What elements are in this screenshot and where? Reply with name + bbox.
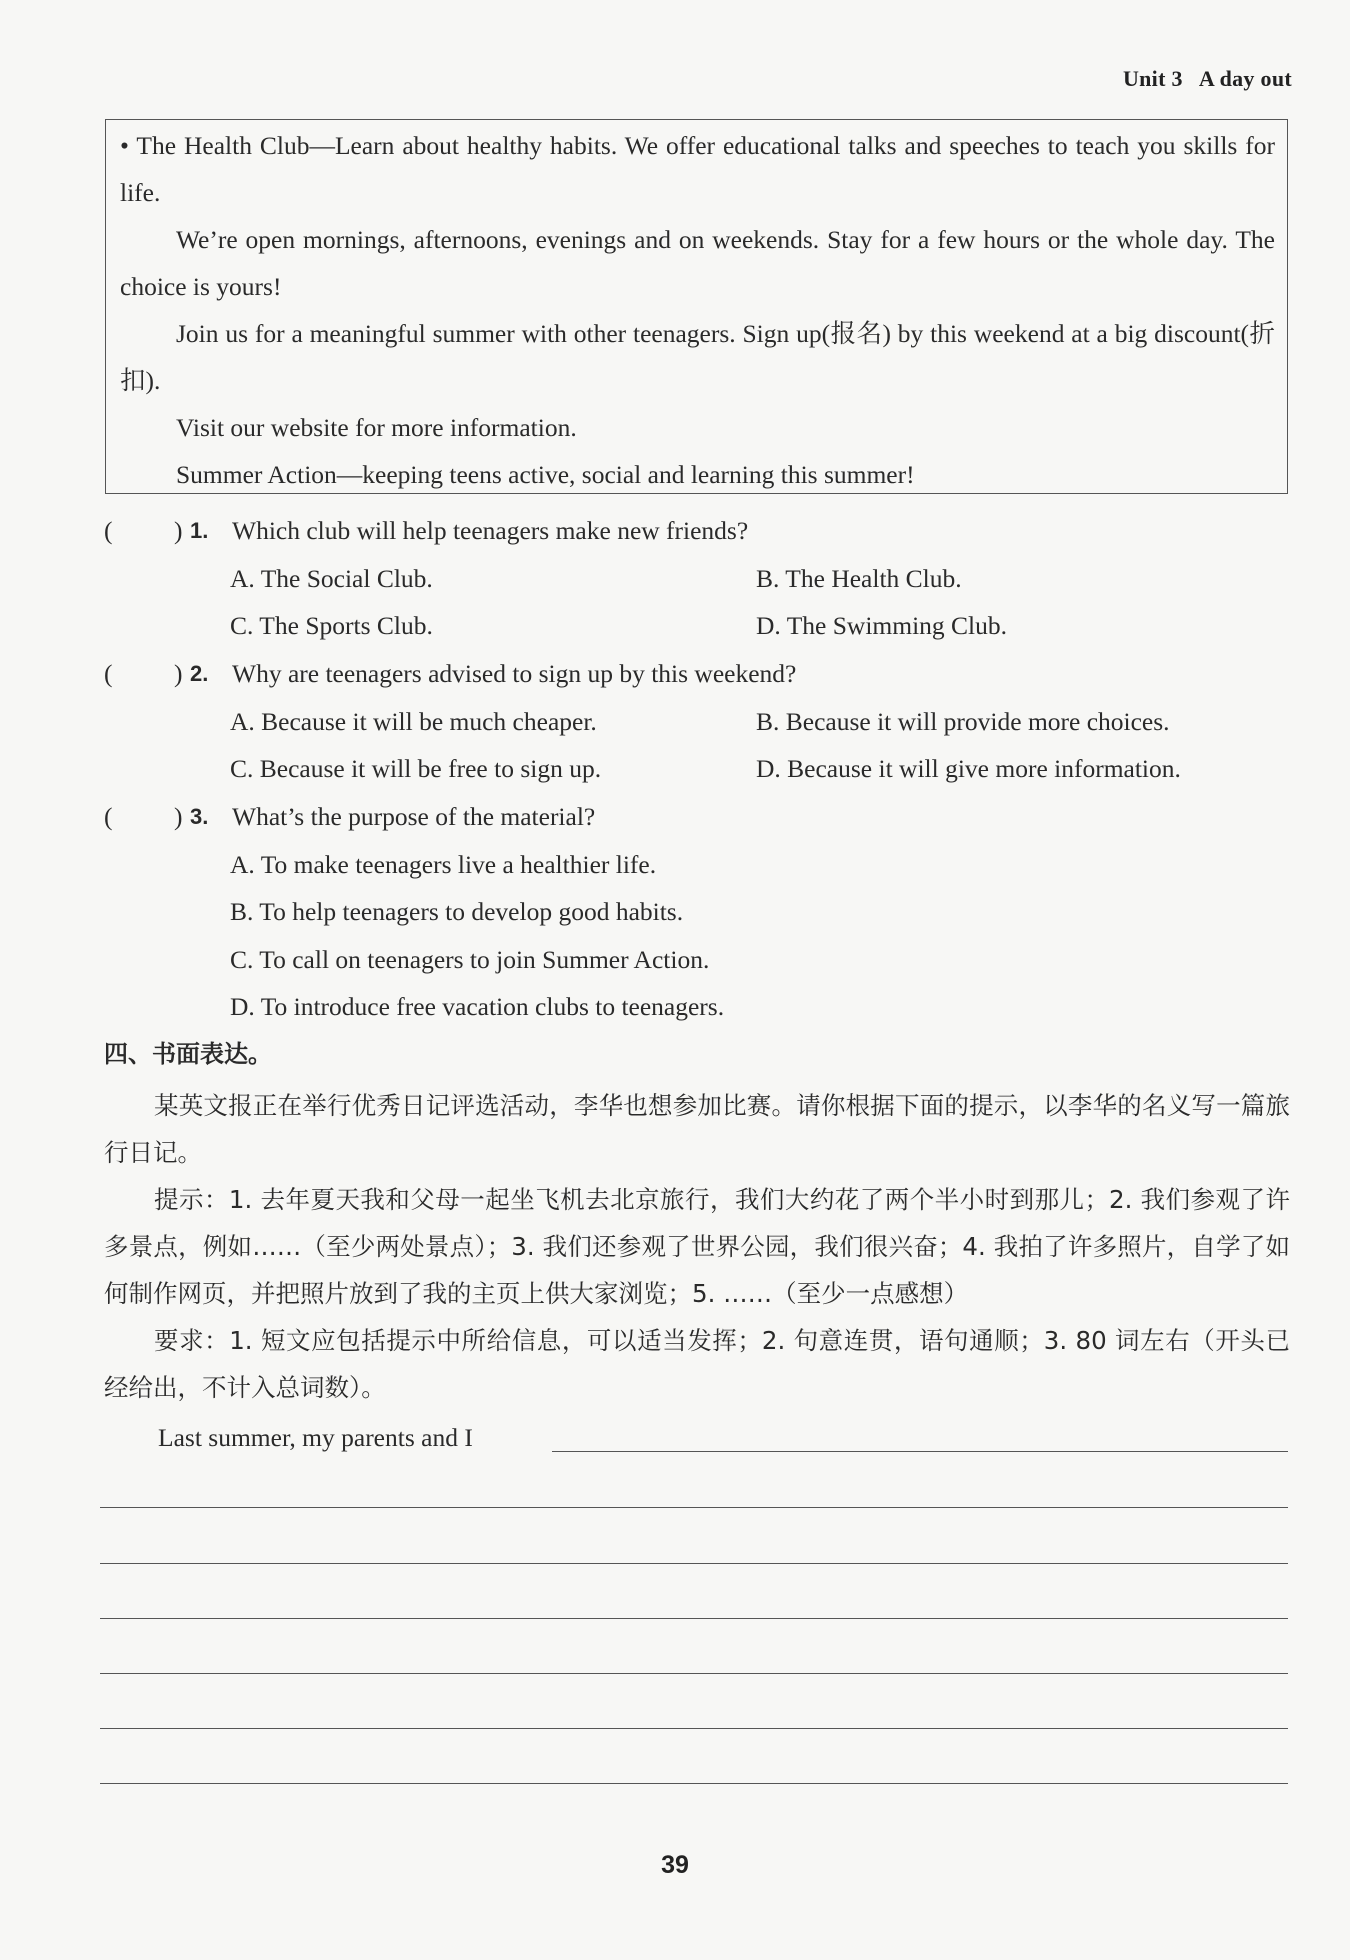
writing-line[interactable] [100,1563,1288,1564]
page-header [1123,66,1292,92]
writing-line[interactable] [100,1673,1288,1674]
option-b: B. The Health Club. [756,563,962,593]
writing-instructions [104,1082,1290,1411]
passage-paragraph: Visit our website for more information. [176,413,577,442]
writing-intro: 某英文报正在举行优秀日记评选活动，李华也想参加比赛。请你根据下面的提示，以李华的名义写一篇旅行日记。 [104,1091,1290,1167]
option-d: D. To introduce free vacation clubs to teenagers. [230,992,725,1021]
passage-paragraph: • The Health Club—Learn about healthy habits. We offer educational talks and speeches to teach you skills for life. [120,131,1275,207]
option-c: C. The Sports Club. [230,611,433,640]
passage-paragraph: We’re open mornings, afternoons, evenings and on weekends. Stay for a few hours or the whole day. The choice is yours! [120,225,1275,301]
option-d: D. Because it will give more information. [756,754,1181,783]
writing-line[interactable] [100,1618,1288,1619]
option-c: C. Because it will be free to sign up. [230,754,602,783]
writing-line[interactable] [552,1451,1288,1452]
page-number: 39 [661,1851,689,1879]
answer-paren-open: ( [104,659,113,688]
question-text: Why are teenagers advised to sign up by this weekend? [232,659,797,688]
writing-line[interactable] [100,1507,1288,1508]
writing-line[interactable] [100,1728,1288,1729]
writing-hints: 提示：1. 去年夏天我和父母一起坐飞机去北京旅行，我们大约花了两个半小时到那儿；2. 我们参观了许多景点，例如……（至少两处景点）；3. 我们还参观了世界公园，我们很兴奋；4. 我拍了许多照片，自学了如何制作网页，并把照片放到了我的主页上供大家浏览；5. ……（至少一点感想） [104,1185,1290,1308]
question-stem [104,507,1294,555]
question-stem [104,650,1294,698]
option-a: A. To make teenagers live a healthier life. [230,849,657,879]
answer-paren-close: ) [174,659,183,688]
answer-paren-close: ) [174,516,183,545]
question-2 [104,650,1294,793]
writing-requirements: 要求：1. 短文应包括提示中所给信息，可以适当发挥；2. 句意连贯，语句通顺；3. 80 词左右（开头已经给出，不计入总词数）。 [104,1326,1290,1402]
reading-passage-box [105,119,1288,494]
answer-paren-open: ( [104,516,113,545]
option-a: A. The Social Club. [230,563,433,593]
question-number: 2. [190,661,209,686]
passage-paragraph: Join us for a meaningful summer with other teenagers. Sign up(报名) by this weekend at a big discount(折扣). [120,319,1275,395]
unit-label: Unit 3 [1122,66,1183,91]
option-b: B. Because it will provide more choices. [756,706,1170,736]
option-d: D. The Swimming Club. [756,611,1008,640]
answer-paren-close: ) [174,802,183,831]
question-number: 3. [190,804,209,829]
answer-paren-open: ( [104,802,113,831]
question-stem [104,793,1294,841]
section-title-writing: 四、书面表达。 [104,1040,272,1068]
question-3 [104,793,1294,1031]
passage-paragraph: Summer Action—keeping teens active, social and learning this summer! [176,460,915,489]
question-text: What’s the purpose of the material? [232,802,596,831]
writing-line[interactable] [100,1783,1288,1784]
question-text: Which club will help teenagers make new friends? [232,516,749,545]
option-b: B. To help teenagers to develop good habits. [230,897,684,926]
essay-opening: Last summer, my parents and I [158,1423,473,1452]
question-1 [104,507,1294,650]
option-a: A. Because it will be much cheaper. [230,706,597,736]
option-c: C. To call on teenagers to join Summer Action. [230,944,710,974]
unit-title: A day out [1198,66,1292,91]
question-number: 1. [190,518,209,543]
